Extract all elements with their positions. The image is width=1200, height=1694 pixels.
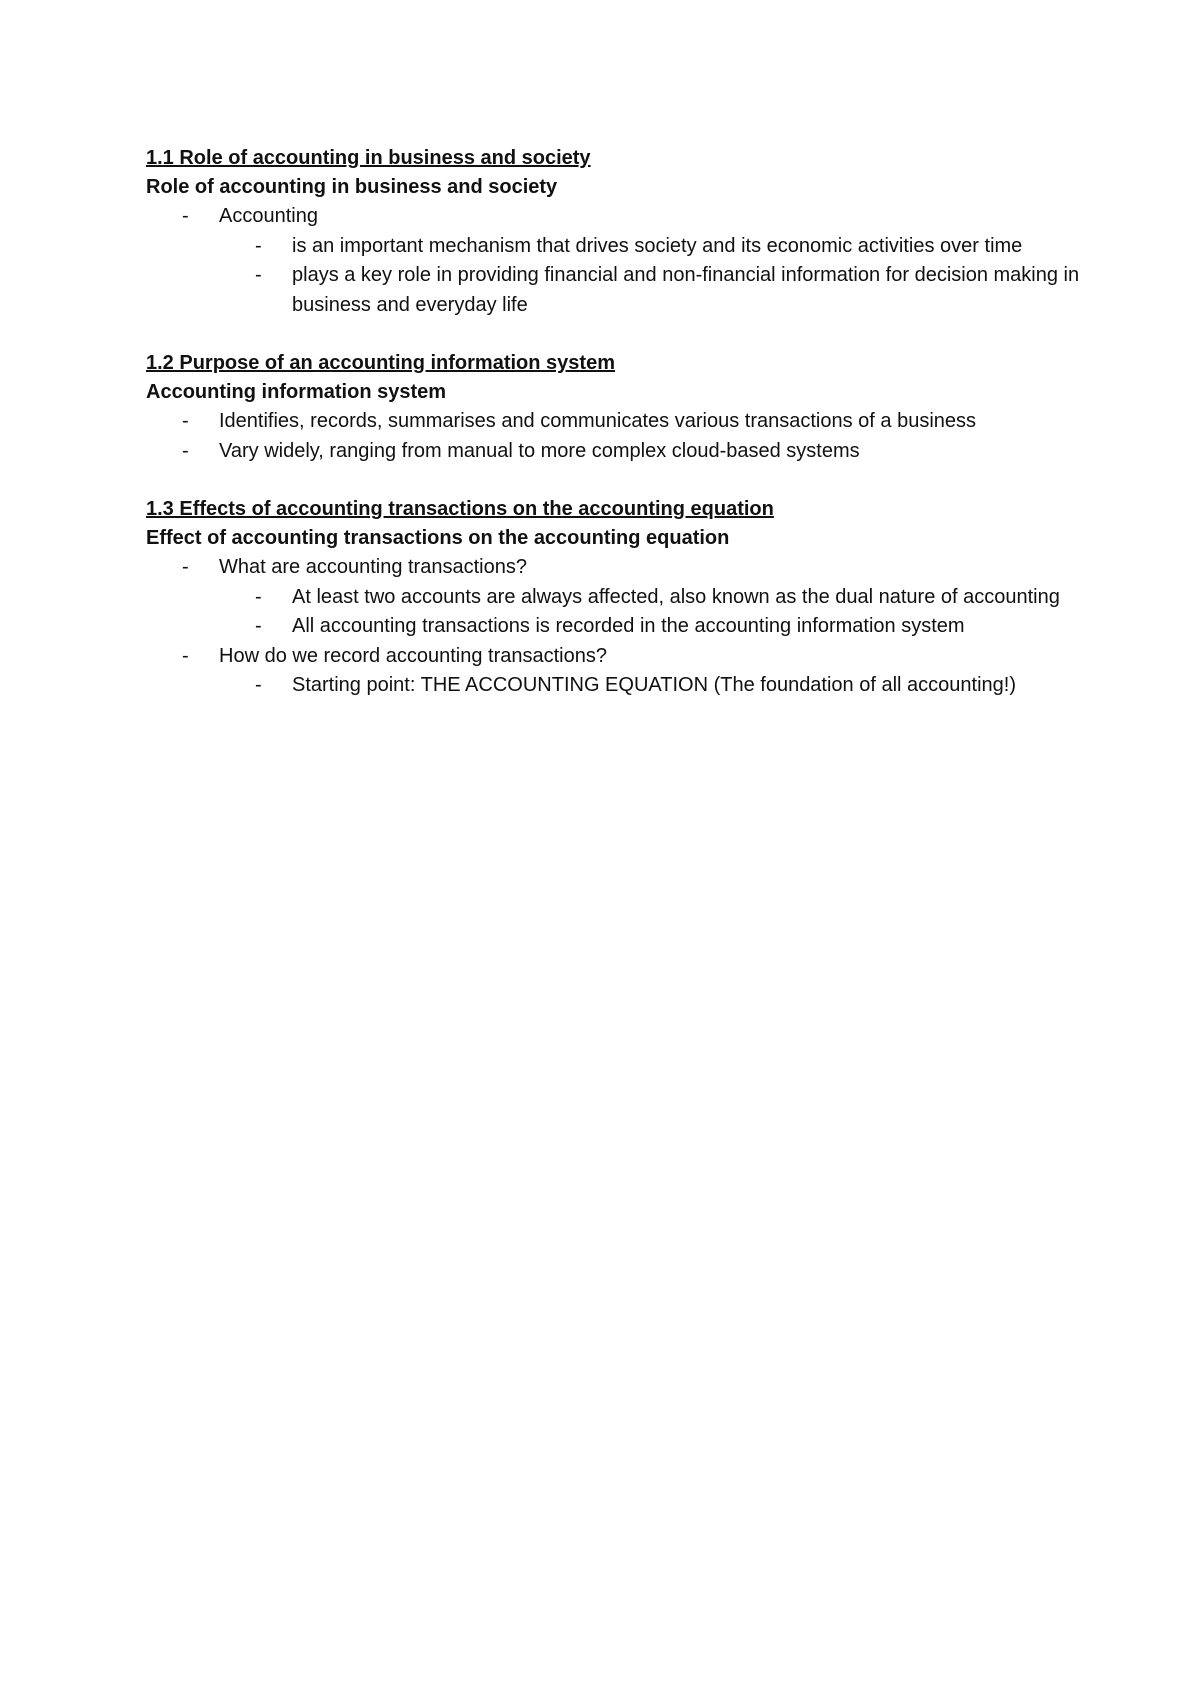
list-item bbox=[146, 583, 1086, 613]
section-heading: 1.1 Role of accounting in business and society bbox=[146, 147, 591, 169]
dash-bullet: - bbox=[255, 234, 262, 257]
document-page bbox=[146, 144, 1086, 730]
section-1-1 bbox=[146, 144, 1086, 320]
section-1-3 bbox=[146, 495, 1086, 701]
section-subheading: Accounting information system bbox=[146, 381, 447, 403]
list-item-text: At least two accounts are always affected, also known as the dual nature of accounting bbox=[292, 585, 1060, 608]
dash-bullet: - bbox=[255, 615, 262, 637]
section-subheading: Role of accounting in business and society bbox=[146, 176, 558, 198]
section-heading: 1.2 Purpose of an accounting information system bbox=[146, 352, 615, 374]
list-item bbox=[146, 202, 1086, 320]
list-item bbox=[146, 407, 1086, 437]
bullet-list bbox=[146, 407, 1086, 466]
list-item bbox=[146, 612, 1086, 642]
list-item-text: Vary widely, ranging from manual to more complex cloud-based systems bbox=[219, 439, 860, 462]
section-1-2 bbox=[146, 349, 1086, 466]
dash-bullet: - bbox=[255, 674, 262, 696]
list-item-text: plays a key role in providing financial and non-financial information for decision making in business and everyday life bbox=[292, 264, 1080, 316]
list-item-text: Accounting bbox=[219, 205, 318, 227]
list-item bbox=[146, 261, 1086, 320]
dash-bullet: - bbox=[182, 439, 189, 462]
list-item bbox=[146, 671, 1086, 701]
section-subheading: Effect of accounting transactions on the accounting equation bbox=[146, 527, 730, 549]
list-item bbox=[146, 232, 1086, 262]
list-item-text: What are accounting transactions? bbox=[219, 556, 527, 578]
bullet-list bbox=[146, 202, 1086, 320]
list-item bbox=[146, 437, 1086, 467]
list-item-text: Starting point: THE ACCOUNTING EQUATION (The foundation of all accounting!) bbox=[292, 674, 1016, 696]
dash-bullet: - bbox=[182, 556, 189, 578]
list-item-text: is an important mechanism that drives society and its economic activities over time bbox=[292, 234, 1023, 257]
sub-bullet-list bbox=[146, 671, 1086, 701]
dash-bullet: - bbox=[255, 585, 262, 608]
list-item-text: Identifies, records, summarises and communicates various transactions of a business bbox=[219, 410, 977, 432]
list-item bbox=[146, 553, 1086, 642]
dash-bullet: - bbox=[255, 264, 262, 286]
section-heading: 1.3 Effects of accounting transactions on the accounting equation bbox=[146, 498, 774, 520]
sub-bullet-list bbox=[146, 583, 1086, 642]
sub-bullet-list bbox=[146, 232, 1086, 321]
list-item-text: All accounting transactions is recorded in the accounting information system bbox=[292, 615, 965, 637]
list-item bbox=[146, 642, 1086, 701]
list-item-text: How do we record accounting transactions? bbox=[219, 644, 607, 667]
dash-bullet: - bbox=[182, 205, 189, 227]
bullet-list bbox=[146, 553, 1086, 701]
dash-bullet: - bbox=[182, 410, 189, 432]
dash-bullet: - bbox=[182, 644, 189, 667]
